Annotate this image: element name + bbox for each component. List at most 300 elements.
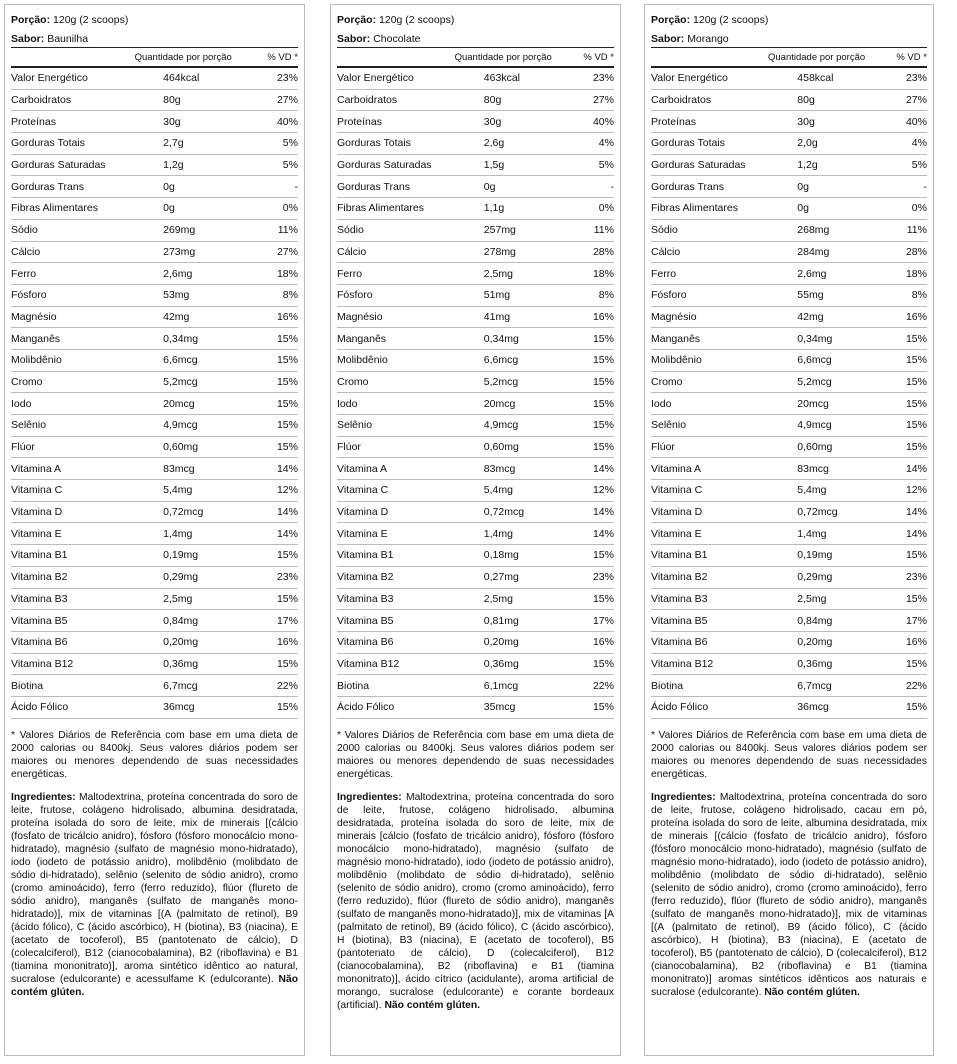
nutrient-amount: 0,29mg — [163, 571, 199, 584]
nutrient-name: Magnésio — [337, 310, 383, 323]
nutrient-vd: 22% — [592, 679, 614, 692]
nutrient-amount: 1,5g — [483, 159, 505, 172]
nutrient-name: Valor Energético — [651, 72, 728, 85]
nutrient-amount: 2,5mg — [163, 592, 193, 605]
nutrient-name: Vitamina B2 — [651, 571, 708, 584]
nutrient-vd: 27% — [592, 94, 614, 107]
table-row — [11, 697, 298, 719]
nutrient-vd: 15% — [592, 657, 614, 670]
nutrient-amount: 0,36mg — [797, 657, 833, 670]
nutrient-amount: 2,5mg — [483, 592, 513, 605]
table-header: Quantidade por porção % VD * — [11, 48, 298, 68]
nutrient-name: Molibdênio — [651, 354, 702, 367]
table-header: Quantidade por porção % VD * — [337, 48, 614, 68]
nutrient-vd: 22% — [905, 679, 927, 692]
nutrient-amount: 0,72mcg — [483, 506, 525, 519]
nutrient-amount: 5,4mg — [797, 484, 827, 497]
nutrient-name: Vitamina B3 — [11, 592, 68, 605]
table-row — [337, 610, 614, 632]
nutrient-name: Fósforo — [337, 289, 373, 302]
nutrient-amount: 30g — [797, 115, 815, 128]
nutrient-name: Gorduras Trans — [11, 180, 84, 193]
table-row — [337, 242, 614, 264]
nutrient-name: Flúor — [337, 441, 361, 454]
nutrient-vd: 14% — [276, 462, 298, 475]
table-row — [651, 90, 927, 112]
nutrient-amount: 2,6g — [483, 137, 505, 150]
nutrient-amount: 0g — [797, 180, 809, 193]
nutrient-amount: 2,0g — [797, 137, 818, 150]
nutrient-vd: 15% — [905, 332, 927, 345]
table-row — [337, 502, 614, 524]
table-row — [11, 589, 298, 611]
table-row — [337, 458, 614, 480]
flavor: Sabor: Morango — [651, 32, 927, 48]
nutrient-amount: 458kcal — [797, 72, 834, 85]
table-header: Quantidade por porção % VD * — [651, 48, 927, 68]
nutrient-name: Gorduras Totais — [337, 137, 411, 150]
nutrient-amount: 0,84mg — [797, 614, 833, 627]
nutrient-name: Vitamina E — [651, 527, 702, 540]
nutrient-amount: 0,19mg — [797, 549, 833, 562]
nutrient-vd: 15% — [276, 592, 298, 605]
table-row — [11, 632, 298, 654]
nutrient-amount: 5,4mg — [163, 484, 193, 497]
ingredients: Ingredientes: Maltodextrina, proteína concentrada do soro de leite, frutose, colágeno hidrolisado, cacau em pó, proteína isolada do soro de leite, albumina desidratada, mix de minerais [(cálcio (fosfato de tricálcio anidro), fósforo (fósforo monocálcio mono-hidratado), magnésio (sulfato de magnésio mono-hidratado), iodo (iodeto de potássio anidro), molibdênio (molibdato de sódio di-hidratado), selênio (selenito de sódio anidro), cromo (cromo aminoácido), ferro (ferro reduzido), flúor (flureto de sódio anidro), manganês (sulfato de manganês mono-hidratado)], mix de vitaminas [(A (palmitato de retinol), B9 (ácido fólico), C (ácido ascórbico), H (biotina), B3 (niacina), E (acetato de tocoferol), B5 (pantotenato de cálcio), D (colecalciferol), B12 (cianocobalamina), B2 (riboflavina) e B1 (tiamina mononitrato)] aromas sintéticos idênticos aos naturais e sucralose (edulcorante). Não contém glúten. — [651, 791, 927, 999]
nutrient-vd: 15% — [905, 441, 927, 454]
nutrient-name: Vitamina A — [11, 462, 62, 475]
nutrient-name: Iodo — [11, 397, 32, 410]
table-row — [11, 523, 298, 545]
table-row — [337, 697, 614, 719]
table-row — [11, 437, 298, 459]
nutrient-name: Gorduras Saturadas — [11, 159, 106, 172]
nutrient-amount: 35mcg — [483, 701, 516, 714]
nutrient-vd: 15% — [592, 441, 614, 454]
nutrient-vd: 0% — [911, 202, 927, 215]
nutrient-name: Iodo — [337, 397, 358, 410]
nutrient-amount: 55mg — [797, 289, 824, 302]
nutrient-name: Ferro — [337, 267, 363, 280]
nutrient-name: Valor Energético — [337, 72, 414, 85]
table-row — [337, 90, 614, 112]
nutrient-name: Selênio — [11, 419, 47, 432]
table-row — [11, 155, 298, 177]
nutrient-name: Vitamina B12 — [11, 657, 74, 670]
table-row — [651, 133, 927, 155]
nutrient-vd: 11% — [593, 224, 614, 237]
table-row — [11, 654, 298, 676]
nutrient-name: Vitamina B12 — [651, 657, 714, 670]
nutrient-amount: 30g — [483, 115, 502, 128]
table-row — [337, 437, 614, 459]
table-row — [11, 545, 298, 567]
nutrient-amount: 0,20mg — [483, 636, 519, 649]
nutrient-amount: 0,20mg — [163, 636, 199, 649]
nutrient-name: Vitamina B5 — [337, 614, 394, 627]
nutrient-amount: 2,5mg — [483, 267, 513, 280]
table-row — [337, 632, 614, 654]
nutrient-vd: 15% — [905, 375, 927, 388]
nutrient-vd: 18% — [276, 267, 298, 280]
table-row — [11, 328, 298, 350]
nutrient-vd: 15% — [905, 701, 927, 714]
nutrient-vd: 15% — [592, 592, 614, 605]
nutrient-table — [11, 68, 298, 719]
nutrient-amount: 4,9mcg — [163, 419, 198, 432]
nutrient-name: Ácido Fólico — [651, 701, 709, 714]
nutrient-amount: 5,2mcg — [163, 375, 198, 388]
table-row — [11, 393, 298, 415]
nutrient-name: Ácido Fólico — [337, 701, 395, 714]
nutrient-amount: 0,72mcg — [163, 506, 204, 519]
nutrient-name: Vitamina E — [337, 527, 388, 540]
nutrient-amount: 0g — [483, 180, 496, 193]
nutrient-vd: 15% — [592, 332, 614, 345]
nutrient-amount: 2,6mg — [163, 267, 193, 280]
nutrient-amount: 0,72mcg — [797, 506, 838, 519]
nutrient-vd: - — [294, 180, 298, 193]
table-row — [11, 307, 298, 329]
nutrient-vd: 23% — [905, 72, 927, 85]
nutrient-amount: 30g — [163, 115, 181, 128]
nutrient-amount: 0,34mg — [797, 332, 833, 345]
table-row — [651, 545, 927, 567]
nutrient-vd: 23% — [592, 571, 614, 584]
nutrient-amount: 5,4mg — [483, 484, 513, 497]
nutrient-amount: 0,20mg — [797, 636, 833, 649]
nutrient-amount: 80g — [483, 94, 502, 107]
nutrient-amount: 0g — [163, 202, 175, 215]
nutrient-name: Vitamina B5 — [11, 614, 68, 627]
nutrient-name: Cálcio — [337, 245, 367, 258]
table-row — [337, 393, 614, 415]
nutrient-vd: 27% — [905, 94, 927, 107]
nutrient-vd: 4% — [598, 137, 614, 150]
nutrient-vd: 28% — [592, 245, 614, 258]
flavor: Sabor: Baunilha — [11, 32, 298, 48]
nutrient-vd: 11% — [906, 224, 927, 237]
table-row — [651, 610, 927, 632]
nutrient-amount: 268mg — [797, 224, 830, 237]
nutrient-name: Fibras Alimentares — [11, 202, 98, 215]
table-row — [11, 285, 298, 307]
table-row — [337, 589, 614, 611]
nutrient-vd: 16% — [276, 636, 298, 649]
nutrient-amount: 0g — [163, 180, 175, 193]
nutrient-name: Ferro — [11, 267, 37, 280]
table-row — [651, 263, 927, 285]
nutrient-name: Vitamina D — [337, 506, 389, 519]
nutrient-amount: 6,6mcg — [483, 354, 519, 367]
table-row — [11, 263, 298, 285]
nutrient-name: Molibdênio — [337, 354, 388, 367]
table-row — [11, 176, 298, 198]
nutrient-amount: 1,4mg — [163, 527, 193, 540]
table-row — [11, 242, 298, 264]
nutrient-vd: 15% — [905, 419, 927, 432]
table-row — [651, 480, 927, 502]
nutrient-name: Sódio — [651, 224, 678, 237]
table-row — [337, 372, 614, 394]
table-row — [651, 328, 927, 350]
nutrient-amount: 1,1g — [483, 202, 505, 215]
nutrient-amount: 0,19mg — [163, 549, 199, 562]
nutrient-vd: 14% — [905, 506, 927, 519]
table-row — [651, 176, 927, 198]
table-row — [651, 675, 927, 697]
nutrient-amount: 273mg — [163, 245, 196, 258]
nutrient-vd: 15% — [905, 592, 927, 605]
nutrient-vd: 40% — [905, 115, 927, 128]
nutrient-amount: 80g — [797, 94, 815, 107]
daily-value-note: * Valores Diários de Referência com base em uma dieta de 2000 calorias ou 8400kj. Seus valores diários podem ser maiores ou menores dependendo de suas necessidades energéticas. — [337, 729, 614, 780]
nutrient-vd: 5% — [282, 159, 298, 172]
nutrient-vd: 40% — [592, 115, 614, 128]
nutrient-amount: 42mg — [163, 310, 190, 323]
nutrient-name: Carboidratos — [337, 94, 398, 107]
nutrient-vd: 12% — [905, 484, 927, 497]
nutrient-table — [337, 68, 614, 719]
nutrient-name: Ferro — [651, 267, 677, 280]
nutrient-vd: 15% — [276, 419, 298, 432]
nutrient-vd: 14% — [276, 527, 298, 540]
nutrient-amount: 83mcg — [797, 462, 829, 475]
nutrient-vd: 15% — [276, 375, 298, 388]
nutrient-vd: 15% — [905, 549, 927, 562]
table-row — [651, 242, 927, 264]
table-row — [651, 523, 927, 545]
nutrient-amount: 2,5mg — [797, 592, 827, 605]
nutrient-name: Vitamina D — [651, 506, 703, 519]
nutrient-name: Carboidratos — [651, 94, 712, 107]
table-row — [651, 350, 927, 372]
nutrient-name: Vitamina B6 — [337, 636, 394, 649]
nutrient-name: Magnésio — [651, 310, 697, 323]
ingredients: Ingredientes: Maltodextrina, proteína concentrada do soro de leite, frutose, colágeno hidrolisado, albumina desidratada, proteína isolada do soro de leite, mix de minerais [cálcio (fosfato de tricálcio anidro), fósforo (fósforo monocálcio mono-hidratado), magnésio (sulfato de magnésio mono-hidratado), iodo (iodeto de potássio anidro), molibdênio (molibdato de sódio di-hidratado), selênio (selenito de sódio anidro), cromo (cromo aminoácido), ferro (ferro reduzido), flúor (flureto de sódio anidro), manganês (sulfato de manganês mono-hidratado)], mix de vitaminas [A (palmitato de retinol), B9 (ácido fólico), C (ácido ascórbico), H (biotina), B3 (niacina), E (acetato de tocoferol), B5 (pantotenato de cálcio), D (colecalciferol), B12 (cianocobalamina), B2 (riboflavina) e B1 (tiamina mononitrato)], ácido cítrico (acidulante), aroma artificial de morango, sucralose (edulcorante) e corante bordeaux (artificial). Não contém glúten. — [337, 791, 614, 1012]
nutrient-vd: - — [923, 180, 927, 193]
nutrient-amount: 0,36mg — [483, 657, 519, 670]
nutrient-name: Cromo — [651, 375, 683, 388]
table-row — [11, 220, 298, 242]
nutrient-vd: 16% — [592, 310, 614, 323]
nutrient-name: Biotina — [337, 679, 370, 692]
nutrient-name: Biotina — [651, 679, 684, 692]
nutrient-vd: 15% — [592, 397, 614, 410]
nutrient-name: Gorduras Totais — [651, 137, 725, 150]
table-row — [337, 480, 614, 502]
nutrient-vd: 18% — [905, 267, 927, 280]
nutrient-name: Vitamina C — [11, 484, 63, 497]
nutrient-name: Manganês — [11, 332, 61, 345]
nutrient-amount: 269mg — [163, 224, 196, 237]
table-row — [651, 111, 927, 133]
nutrient-amount: 51mg — [483, 289, 511, 302]
nutrient-vd: 14% — [905, 527, 927, 540]
nutrient-vd: 18% — [592, 267, 614, 280]
table-row — [651, 589, 927, 611]
nutrient-name: Vitamina B1 — [11, 549, 68, 562]
nutrient-name: Vitamina B12 — [337, 657, 400, 670]
table-row — [11, 415, 298, 437]
nutrient-name: Cálcio — [651, 245, 681, 258]
table-row — [337, 567, 614, 589]
nutrient-amount: 53mg — [163, 289, 190, 302]
nutrient-name: Gorduras Saturadas — [651, 159, 746, 172]
nutrient-name: Vitamina B1 — [337, 549, 394, 562]
nutrient-vd: 15% — [276, 332, 298, 345]
nutrient-amount: 0,60mg — [163, 441, 199, 454]
nutrient-vd: 40% — [276, 115, 298, 128]
nutrient-vd: 15% — [276, 397, 298, 410]
nutrient-vd: 15% — [592, 419, 614, 432]
nutrition-panel-morango — [644, 4, 934, 1056]
nutrient-vd: 17% — [592, 614, 614, 627]
nutrient-vd: 23% — [592, 72, 614, 85]
table-row — [651, 307, 927, 329]
nutrient-amount: 20mcg — [163, 397, 195, 410]
flavor: Sabor: Chocolate — [337, 32, 614, 48]
table-row — [337, 220, 614, 242]
table-row — [337, 198, 614, 220]
nutrient-name: Proteínas — [337, 115, 382, 128]
table-row — [337, 111, 614, 133]
nutrient-amount: 4,9mcg — [797, 419, 832, 432]
nutrient-name: Valor Energético — [11, 72, 88, 85]
table-row — [337, 545, 614, 567]
nutrient-name: Cromo — [337, 375, 369, 388]
nutrient-amount: 1,4mg — [483, 527, 513, 540]
table-row — [11, 372, 298, 394]
nutrient-name: Vitamina D — [11, 506, 63, 519]
nutrient-amount: 0,60mg — [797, 441, 833, 454]
nutrient-vd: 28% — [905, 245, 927, 258]
table-row — [337, 654, 614, 676]
nutrient-vd: 22% — [276, 679, 298, 692]
nutrient-amount: 41mg — [483, 310, 511, 323]
table-row — [337, 350, 614, 372]
nutrient-vd: 5% — [911, 159, 927, 172]
nutrient-vd: 15% — [905, 657, 927, 670]
nutrient-amount: 0,34mg — [163, 332, 199, 345]
nutrient-name: Cálcio — [11, 245, 41, 258]
nutrient-amount: 1,2g — [163, 159, 184, 172]
nutrient-vd: 14% — [592, 462, 614, 475]
table-row — [11, 350, 298, 372]
nutrient-table — [651, 68, 927, 719]
ingredients: Ingredientes: Maltodextrina, proteína concentrada do soro de leite, frutose, colágeno hidrolisado, albumina desidratada, proteína isolada do soro de leite, mix de minerais [(cálcio (fosfato de tricálcio anidro), fósforo (fósforo monocálcio mono-hidratado), magnésio (sulfato de magnésio mono-hidratado), iodo (iodeto de potássio anidro), molibdênio (molibdato de sódio di-hidratado), selênio (selenito de sódio anidro), cromo (cromo aminoácido), ferro (ferro reduzido), flúor (flureto de sódio anidro), manganês (sulfato de manganês mono-hidratado)], mix de vitaminas [(A (palmitato de retinol), B9 (ácido fólico), C (ácido ascórbico), H (biotina), B3 (niacina), E (acetato de tocoferol), B5 (pantotenato de cálcio), D (colecalciferol), B12 (cianocobalamina), B2 (riboflavina) e B1 (tiamina mononitrato)], aroma sintético idêntico ao natural, sucralose (edulcorante) e acessulfame K (edulcorante). Não contém glúten. — [11, 791, 298, 999]
nutrient-vd: 5% — [598, 159, 614, 172]
nutrient-name: Cromo — [11, 375, 43, 388]
nutrient-amount: 6,6mcg — [797, 354, 832, 367]
nutrient-vd: 11% — [277, 224, 298, 237]
nutrient-amount: 20mcg — [797, 397, 829, 410]
serving-size: Porção: 120g (2 scoops) — [337, 14, 455, 26]
table-row — [337, 68, 614, 90]
table-row — [11, 68, 298, 90]
nutrient-name: Vitamina C — [651, 484, 703, 497]
serving-size: Porção: 120g (2 scoops) — [11, 14, 129, 26]
nutrient-amount: 42mg — [797, 310, 824, 323]
table-row — [651, 567, 927, 589]
nutrient-name: Vitamina A — [337, 462, 388, 475]
table-row — [11, 458, 298, 480]
nutrient-name: Vitamina B5 — [651, 614, 708, 627]
nutrient-vd: - — [610, 180, 614, 193]
table-row — [651, 155, 927, 177]
nutrient-amount: 20mcg — [483, 397, 516, 410]
nutrient-amount: 0,34mg — [483, 332, 519, 345]
nutrient-name: Vitamina A — [651, 462, 702, 475]
nutrient-amount: 0,84mg — [163, 614, 199, 627]
nutrient-vd: 15% — [276, 354, 298, 367]
serving-size: Porção: 120g (2 scoops) — [651, 14, 769, 26]
table-row — [337, 133, 614, 155]
nutrient-name: Vitamina B6 — [11, 636, 68, 649]
nutrient-vd: 0% — [598, 202, 614, 215]
nutrient-vd: 17% — [276, 614, 298, 627]
nutrient-name: Biotina — [11, 679, 44, 692]
table-row — [651, 372, 927, 394]
nutrient-vd: 0% — [282, 202, 298, 215]
table-row — [651, 654, 927, 676]
nutrition-panel-chocolate — [330, 4, 621, 1056]
table-row — [337, 523, 614, 545]
nutrient-amount: 0,29mg — [797, 571, 833, 584]
nutrient-amount: 0,60mg — [483, 441, 519, 454]
table-row — [11, 111, 298, 133]
nutrient-amount: 0g — [797, 202, 809, 215]
table-row — [651, 458, 927, 480]
table-row — [651, 68, 927, 90]
table-row — [337, 285, 614, 307]
nutrient-amount: 463kcal — [483, 72, 520, 85]
nutrient-name: Molibdênio — [11, 354, 62, 367]
table-row — [651, 285, 927, 307]
table-row — [651, 502, 927, 524]
nutrient-amount: 0,81mg — [483, 614, 519, 627]
nutrient-amount: 6,1mcg — [483, 679, 519, 692]
nutrient-vd: 12% — [276, 484, 298, 497]
table-row — [651, 437, 927, 459]
table-row — [651, 198, 927, 220]
nutrient-name: Flúor — [11, 441, 35, 454]
nutrient-vd: 14% — [276, 506, 298, 519]
nutrient-name: Selênio — [337, 419, 373, 432]
nutrient-vd: 15% — [276, 657, 298, 670]
nutrient-amount: 5,2mcg — [483, 375, 519, 388]
nutrient-name: Sódio — [337, 224, 364, 237]
nutrient-amount: 6,7mcg — [797, 679, 832, 692]
nutrient-amount: 6,6mcg — [163, 354, 198, 367]
nutrient-name: Fibras Alimentares — [651, 202, 738, 215]
nutrient-amount: 2,6mg — [797, 267, 827, 280]
table-row — [337, 155, 614, 177]
nutrient-vd: 14% — [592, 527, 614, 540]
nutrient-vd: 8% — [911, 289, 927, 302]
nutrient-name: Ácido Fólico — [11, 701, 69, 714]
nutrient-name: Proteínas — [651, 115, 696, 128]
nutrient-name: Vitamina E — [11, 527, 62, 540]
nutrient-name: Magnésio — [11, 310, 57, 323]
nutrient-name: Vitamina B1 — [651, 549, 708, 562]
nutrient-vd: 4% — [911, 137, 927, 150]
nutrient-vd: 5% — [282, 137, 298, 150]
nutrient-vd: 8% — [282, 289, 298, 302]
nutrient-amount: 257mg — [483, 224, 516, 237]
nutrient-amount: 6,7mcg — [163, 679, 198, 692]
nutrient-amount: 4,9mcg — [483, 419, 519, 432]
